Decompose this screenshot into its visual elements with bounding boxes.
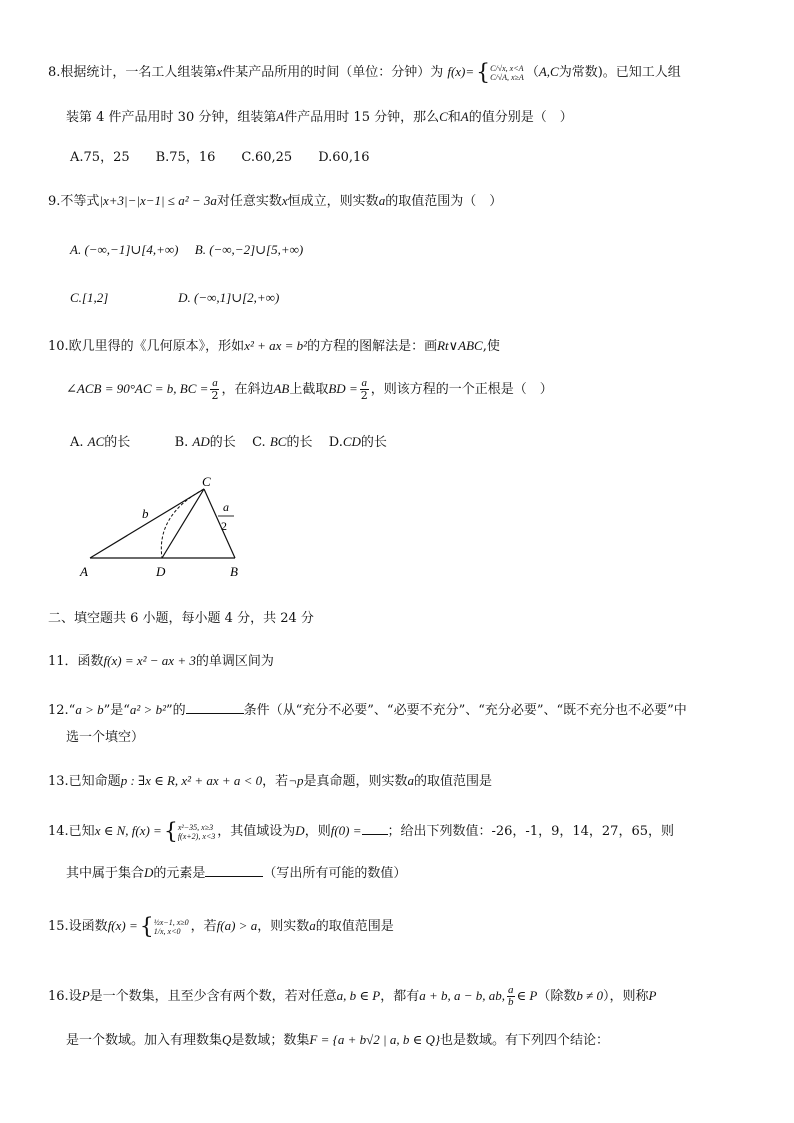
q10-option-a-label: A.	[70, 435, 84, 450]
section-heading-text: 二、填空题共 6 小题，每小题 4 分，共 24 分	[48, 611, 314, 626]
q16-line2-text: 是一个数域。加入有理数集	[66, 1033, 223, 1048]
q10-option-d-label: D.	[328, 435, 343, 450]
q8-line2-text-d: 的值分别是（ ）	[468, 110, 573, 125]
q16-line1	[48, 983, 657, 1010]
q8-line2-text-b: 件产品用时 15 分钟，那么	[284, 110, 440, 125]
q13-text: 13.已知命题	[48, 774, 121, 789]
label-C: C	[202, 475, 211, 489]
q14-case-1: x²−35, x≥3	[177, 822, 214, 832]
q8-options	[70, 148, 370, 168]
q16-text-5: ），则称	[603, 989, 649, 1004]
q8-var-A-2: A	[460, 109, 469, 124]
q16-fraction-a-b	[507, 985, 515, 1008]
q8-var-C: C	[439, 109, 448, 124]
q11-text-2: 的单调区间为	[195, 654, 274, 669]
q8-text-2: 件某产品所用的时间（单位：分钟）为	[222, 65, 444, 80]
q16-operations: a + b, a − b, ab,	[419, 988, 506, 1003]
q16-set-P: P	[81, 988, 90, 1003]
q14-piecewise: { x²−35, x≥3 f(x+2), x<3	[163, 819, 216, 844]
q14-line2-text-b: 的元素是	[153, 866, 206, 881]
label-2: 2	[221, 519, 227, 533]
q12-cond-1: a > b	[75, 702, 104, 717]
q13-line	[48, 771, 492, 792]
q10-triangle: Rt∨ABC	[437, 338, 483, 353]
q10-frac-den-2: 2	[360, 389, 368, 402]
q10-option-b-text: 的长	[209, 435, 236, 450]
q10-frac-den: 2	[211, 389, 219, 402]
q10-line1	[48, 336, 500, 357]
q16-text-4: （除数	[537, 989, 577, 1004]
q10-condition: ∠ACB = 90°AC = b, BC =	[66, 381, 209, 396]
q14-f0-blank[interactable]	[362, 821, 388, 835]
q10-text-2: 的方程的图解法是：画	[307, 339, 438, 354]
q16-line2-text-c: 也是数域。有下列四个结论：	[440, 1033, 610, 1048]
q12-answer-blank[interactable]	[186, 700, 244, 714]
q12-line2	[66, 728, 144, 748]
q13-var-a: a	[407, 773, 414, 788]
q15-function: f(x) =	[107, 918, 138, 933]
q8-case-2: C/√A, x≥A	[490, 72, 524, 82]
section-heading	[48, 609, 314, 629]
q15-text: 15.设函数	[48, 919, 108, 934]
q9-text: 9.不等式	[48, 194, 100, 209]
q15-case-2: 1/x, x<0	[153, 926, 181, 936]
q9-inequality: |x+3|−|x−1| ≤ a² − 3a	[99, 193, 217, 208]
q8-text-3: 为常数)。已知工人组	[558, 65, 681, 80]
q9-option-b: B. (−∞,−2]∪[5,+∞)	[194, 242, 304, 257]
q13-text-4: 的取值范围是	[413, 774, 492, 789]
q16-in-P: ∈ P	[516, 988, 538, 1003]
segment-CB	[204, 489, 235, 558]
q10-option-d-var: CD	[342, 434, 361, 449]
q10-option-a-var: AC	[87, 434, 105, 449]
q10-text-4: ，在斜边	[221, 382, 274, 397]
q10-equation: x² + ax = b²	[244, 338, 308, 353]
q10-option-c-var: BC	[269, 434, 287, 449]
q16-frac-den: b	[508, 996, 514, 1008]
q9-option-a: A. (−∞,−1]∪[4,+∞)	[70, 242, 179, 257]
q10-option-d-text: 的长	[360, 435, 387, 450]
q14-line2-text-c: （写出所有可能的数值）	[263, 866, 407, 881]
q13-text-3: 是真命题，则实数	[303, 774, 408, 789]
q9-line1	[48, 191, 502, 212]
q12-cond-2: a² > b²	[129, 702, 166, 717]
q8-constants: A,C	[538, 64, 559, 79]
q8-line2-text-c: 和	[447, 110, 461, 125]
q10-fraction-a-2-b	[360, 378, 369, 401]
q16-set-F: F = {a + b√2 | a, b ∈ Q}	[309, 1032, 441, 1047]
q10-option-c-label: C.	[252, 435, 266, 450]
q13-proposition: p : ∃x ∈ R, x² + ax + a < 0	[120, 773, 263, 788]
q10-text-3: ,使	[482, 339, 500, 354]
label-a: a	[223, 500, 229, 514]
q14-elements-blank[interactable]	[205, 863, 263, 877]
segment-AC	[90, 489, 204, 558]
q8-line2-text: 装第 4 件产品用时 30 分钟，组装第	[66, 110, 277, 125]
q11-line	[48, 651, 274, 672]
q10-text: 10.欧几里得的《几何原本》，形如	[48, 339, 245, 354]
q8-case-1: C/√x, x<A	[490, 63, 524, 73]
q16-set-Q: Q	[222, 1032, 232, 1047]
q9-option-c: C.[1,2]	[70, 290, 109, 305]
q15-condition: f(a) > a	[216, 918, 258, 933]
q16-line2	[66, 1030, 609, 1051]
q12-text-4: 条件（从“充分不必要”、“必要不充分”、“充分必要”、“既不充分也不必要”中	[243, 703, 687, 718]
q12-line2-text: 选一个填空）	[66, 730, 145, 745]
q14-domain: x ∈ N, f(x) =	[94, 823, 162, 838]
q8-line1	[48, 62, 681, 83]
q14-set-D: D	[295, 823, 305, 838]
q11-function: f(x) = x² − ax + 3	[103, 653, 196, 668]
q15-line	[48, 916, 394, 937]
q14-f0: f(0) =	[330, 823, 362, 838]
q13-negation: ¬p	[288, 773, 304, 788]
q10-option-b-label: B.	[174, 435, 189, 450]
q16-b-nonzero: b ≠ 0	[576, 988, 604, 1003]
q12-text-2: ”是“	[103, 703, 130, 718]
q8-piecewise: { C/√x, x<A C/√A, x≥A	[476, 60, 524, 85]
q10-fraction-a-2	[210, 378, 219, 401]
q15-var-a: a	[309, 918, 316, 933]
q12-text: 12.“	[48, 703, 76, 718]
q13-text-2: ，若	[262, 774, 289, 789]
q16-text-2: 是一个数集，且至少含有两个数，若对任意	[89, 989, 337, 1004]
q8-paren: （	[525, 65, 539, 80]
q12-text-3: ”的	[165, 703, 186, 718]
q14-line2-text: 其中属于集合	[66, 866, 145, 881]
q14-text-2: ，其值域设为	[217, 824, 296, 839]
q10-segment-BD: BD =	[328, 381, 358, 396]
q8-line2	[66, 107, 573, 128]
q10-text-6: ，则该方程的一个正根是（ ）	[370, 382, 553, 397]
q15-text-4: 的取值范围是	[315, 919, 394, 934]
q9-text-3: 恒成立，则实数	[287, 194, 379, 209]
q15-piecewise: { ½x−1, x≥0 1/x, x<0	[139, 914, 189, 939]
q8-text: 8.根据统计，一名工人组装第	[48, 65, 217, 80]
q14-text: 14.已知	[48, 824, 95, 839]
q10-text-5: 上截取	[289, 382, 329, 397]
q10-option-b-var: AD	[192, 434, 210, 449]
q9-var-a: a	[378, 193, 386, 208]
q16-frac-num: a	[508, 984, 514, 996]
label-b: b	[142, 506, 149, 521]
label-B: B	[230, 564, 238, 579]
q14-case-2: f(x+2), x<3	[177, 831, 216, 841]
segment-CD	[162, 489, 204, 558]
q15-text-2: ，若	[190, 919, 217, 934]
q10-line2	[66, 376, 553, 403]
q9-option-d: D. (−∞,1]∪[2,+∞)	[178, 290, 280, 305]
label-A: A	[80, 564, 88, 579]
q9-options-cd	[70, 288, 279, 309]
q8-options-text: A.75，25 B.75，16 C.60,25 D.60,16	[70, 150, 370, 165]
q9-options-ab	[70, 240, 303, 261]
q10-frac-num-2: a	[361, 377, 367, 389]
q14-line1	[48, 821, 674, 842]
q8-var-x: x	[216, 64, 223, 79]
q8-var-A: A	[276, 109, 285, 124]
q16-text: 16.设	[48, 989, 82, 1004]
q9-text-4: 的取值范围为（ ）	[385, 194, 503, 209]
q15-text-3: ，则实数	[257, 919, 310, 934]
q14-set-D-2: D	[144, 865, 154, 880]
q10-frac-num: a	[212, 377, 218, 389]
label-D: D	[156, 564, 166, 579]
triangle-figure	[70, 475, 260, 585]
q16-text-3: ，都有	[380, 989, 420, 1004]
q14-text-3: ，则	[304, 824, 331, 839]
q10-options	[70, 432, 387, 453]
q10-option-c-text: 的长	[286, 435, 313, 450]
q16-ab-in-P: a, b ∈ P	[336, 988, 381, 1003]
q9-text-2: 对任意实数	[216, 194, 282, 209]
q16-set-P-2: P	[648, 988, 657, 1003]
q12-line1	[48, 700, 687, 721]
q8-function: f(x)=	[447, 64, 475, 79]
q9-var-x: x	[281, 193, 288, 208]
q10-option-a-text: 的长	[104, 435, 131, 450]
q14-line2	[66, 863, 406, 884]
q10-segment-AB: AB	[273, 381, 290, 396]
q15-case-1: ½x−1, x≥0	[153, 917, 189, 927]
q16-line2-text-b: 是数域；数集	[231, 1033, 310, 1048]
q14-text-4: ；给出下列数值：-26，-1，9，14，27，65，则	[387, 824, 674, 839]
q11-text: 11．函数	[48, 654, 104, 669]
